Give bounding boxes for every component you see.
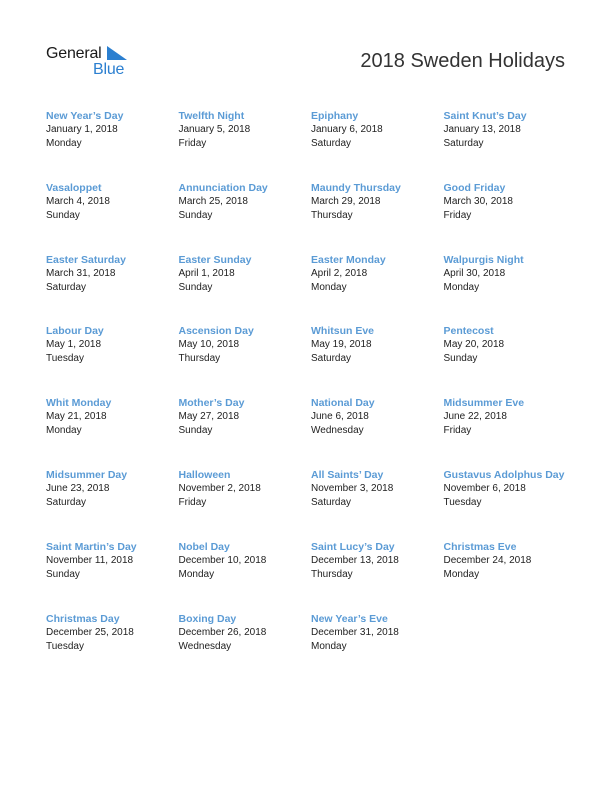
holiday-name: Gustavus Adolphus Day (443, 469, 565, 481)
holiday-date: January 6, 2018 (311, 124, 383, 135)
holiday-date: May 1, 2018 (46, 339, 102, 351)
holiday-item (311, 540, 441, 582)
holiday-weekday: Sunday (46, 568, 80, 580)
holiday-date: March 30, 2018 (443, 195, 513, 207)
holiday-name: Halloween (178, 469, 231, 481)
holiday-item (46, 109, 176, 151)
holiday-weekday: Monday (311, 640, 347, 652)
holiday-date: April 30, 2018 (443, 267, 506, 279)
holiday-item (444, 396, 574, 438)
holiday-weekday: Friday (178, 497, 207, 508)
holiday-weekday: Saturday (311, 497, 352, 508)
holiday-name: Annunciation Day (178, 181, 268, 194)
holiday-date: May 27, 2018 (178, 411, 240, 423)
holiday-date: June 6, 2018 (311, 411, 369, 423)
holiday-weekday: Monday (443, 568, 480, 580)
holiday-name: Easter Monday (311, 253, 386, 266)
holiday-date: December 13, 2018 (311, 554, 399, 566)
holiday-date: March 4, 2018 (46, 195, 110, 207)
holiday-weekday: Wednesday (311, 425, 364, 437)
holiday-name: Christmas Day (46, 612, 120, 625)
holiday-name: Vasaloppet (46, 181, 102, 194)
holiday-weekday: Wednesday (178, 640, 232, 652)
holiday-name: Saint Martin’s Day (46, 540, 137, 553)
holiday-weekday: Tuesday (46, 353, 84, 365)
holiday-date: January 5, 2018 (178, 124, 251, 135)
holiday-item (46, 181, 176, 223)
holiday-weekday: Saturday (311, 353, 352, 365)
holiday-date: December 26, 2018 (178, 626, 267, 638)
holiday-name: All Saints’ Day (311, 469, 384, 481)
holiday-name: Easter Saturday (46, 253, 126, 266)
holiday-item (46, 324, 176, 366)
holiday-weekday: Friday (443, 209, 472, 221)
holiday-weekday: Thursday (178, 353, 221, 365)
holiday-item (444, 181, 574, 223)
holiday-weekday: Sunday (178, 209, 213, 221)
holiday-date: November 6, 2018 (443, 483, 526, 494)
holiday-name: Midsummer Eve (443, 397, 525, 410)
holiday-item (179, 612, 309, 654)
holiday-weekday: Monday (46, 425, 82, 437)
holiday-item (179, 540, 309, 582)
holiday-name: Maundy Thursday (311, 181, 401, 194)
holiday-item (46, 612, 176, 654)
holiday-item (46, 396, 176, 438)
holiday-name: Good Friday (443, 181, 506, 194)
holiday-weekday: Friday (178, 138, 207, 149)
holiday-name: Nobel Day (178, 540, 230, 553)
holiday-item (311, 181, 441, 223)
holiday-weekday: Thursday (311, 568, 353, 580)
holiday-item (444, 468, 574, 510)
holiday-item (311, 109, 441, 151)
holiday-name: New Year’s Eve (311, 612, 388, 625)
holiday-name: Boxing Day (178, 612, 237, 625)
holiday-date: May 19, 2018 (311, 339, 372, 351)
holiday-weekday: Tuesday (443, 497, 482, 508)
flag-triangle-icon (107, 46, 127, 60)
holiday-item (179, 468, 309, 510)
holiday-date: November 2, 2018 (178, 483, 261, 494)
holiday-date: January 1, 2018 (46, 124, 118, 135)
holiday-name: New Year’s Day (46, 110, 124, 122)
holiday-weekday: Monday (46, 138, 82, 149)
holiday-weekday: Saturday (46, 281, 87, 293)
holiday-date: May 21, 2018 (46, 411, 107, 423)
logo-text-general: General (46, 45, 102, 62)
holiday-item (444, 324, 574, 366)
holiday-item (311, 612, 441, 654)
holiday-name: Twelfth Night (178, 110, 245, 122)
holiday-weekday: Monday (311, 281, 347, 293)
holiday-item (179, 181, 309, 223)
holiday-date: December 24, 2018 (443, 554, 532, 566)
holiday-weekday: Sunday (46, 209, 80, 221)
holiday-weekday: Friday (443, 425, 472, 437)
holiday-weekday: Sunday (443, 353, 478, 365)
holiday-item (46, 253, 176, 295)
holiday-date: November 3, 2018 (311, 483, 394, 494)
holiday-item (179, 109, 309, 151)
holiday-date: March 29, 2018 (311, 195, 381, 207)
holiday-name: Ascension Day (178, 325, 254, 338)
holiday-item (179, 396, 309, 438)
holiday-weekday: Monday (443, 281, 480, 293)
holiday-weekday: Saturday (443, 138, 484, 149)
holiday-date: April 2, 2018 (311, 267, 368, 279)
holiday-date: December 10, 2018 (178, 554, 267, 566)
holiday-date: March 31, 2018 (46, 267, 116, 279)
holiday-name: Whitsun Eve (311, 325, 375, 338)
holiday-item (444, 540, 574, 582)
holiday-name: Easter Sunday (178, 253, 252, 266)
holiday-date: June 23, 2018 (46, 483, 110, 494)
holiday-date: May 10, 2018 (178, 339, 240, 351)
holiday-weekday: Thursday (311, 209, 353, 221)
holiday-item (179, 324, 309, 366)
holiday-item (444, 109, 574, 151)
holiday-date: June 22, 2018 (443, 411, 507, 423)
holiday-date: November 11, 2018 (46, 554, 134, 566)
holiday-date: April 1, 2018 (178, 267, 235, 279)
logo-text-blue: Blue (93, 61, 125, 78)
holiday-name: National Day (311, 397, 375, 410)
holiday-name: Midsummer Day (46, 469, 128, 481)
holiday-weekday: Sunday (178, 281, 213, 293)
holiday-name: Walpurgis Night (443, 253, 524, 266)
holiday-item (46, 540, 176, 582)
holiday-item (46, 468, 176, 510)
holiday-name: Saint Lucy’s Day (311, 540, 395, 553)
holiday-item (311, 253, 441, 295)
holiday-weekday: Tuesday (46, 640, 84, 652)
holiday-name: Whit Monday (46, 397, 112, 410)
holiday-name: Mother’s Day (178, 397, 245, 410)
holiday-name: Saint Knut’s Day (443, 110, 527, 122)
holiday-weekday: Saturday (311, 138, 352, 149)
logo (46, 45, 136, 81)
holiday-date: December 25, 2018 (46, 626, 134, 638)
holiday-date: December 31, 2018 (311, 626, 399, 638)
holiday-name: Labour Day (46, 325, 104, 338)
holiday-date: May 20, 2018 (443, 339, 505, 351)
holiday-date: March 25, 2018 (178, 195, 248, 207)
holiday-item (311, 324, 441, 366)
holiday-item (311, 396, 441, 438)
holiday-date: January 13, 2018 (443, 124, 521, 135)
holiday-weekday: Sunday (178, 425, 213, 437)
holiday-item (311, 468, 441, 510)
holiday-name: Christmas Eve (443, 540, 517, 553)
holiday-weekday: Monday (178, 568, 215, 580)
page-title: 2018 Sweden Holidays (360, 50, 565, 72)
holiday-weekday: Saturday (46, 497, 87, 508)
holiday-name: Epiphany (311, 110, 359, 122)
holiday-item (444, 253, 574, 295)
holiday-name: Pentecost (443, 325, 494, 338)
holiday-item (179, 253, 309, 295)
